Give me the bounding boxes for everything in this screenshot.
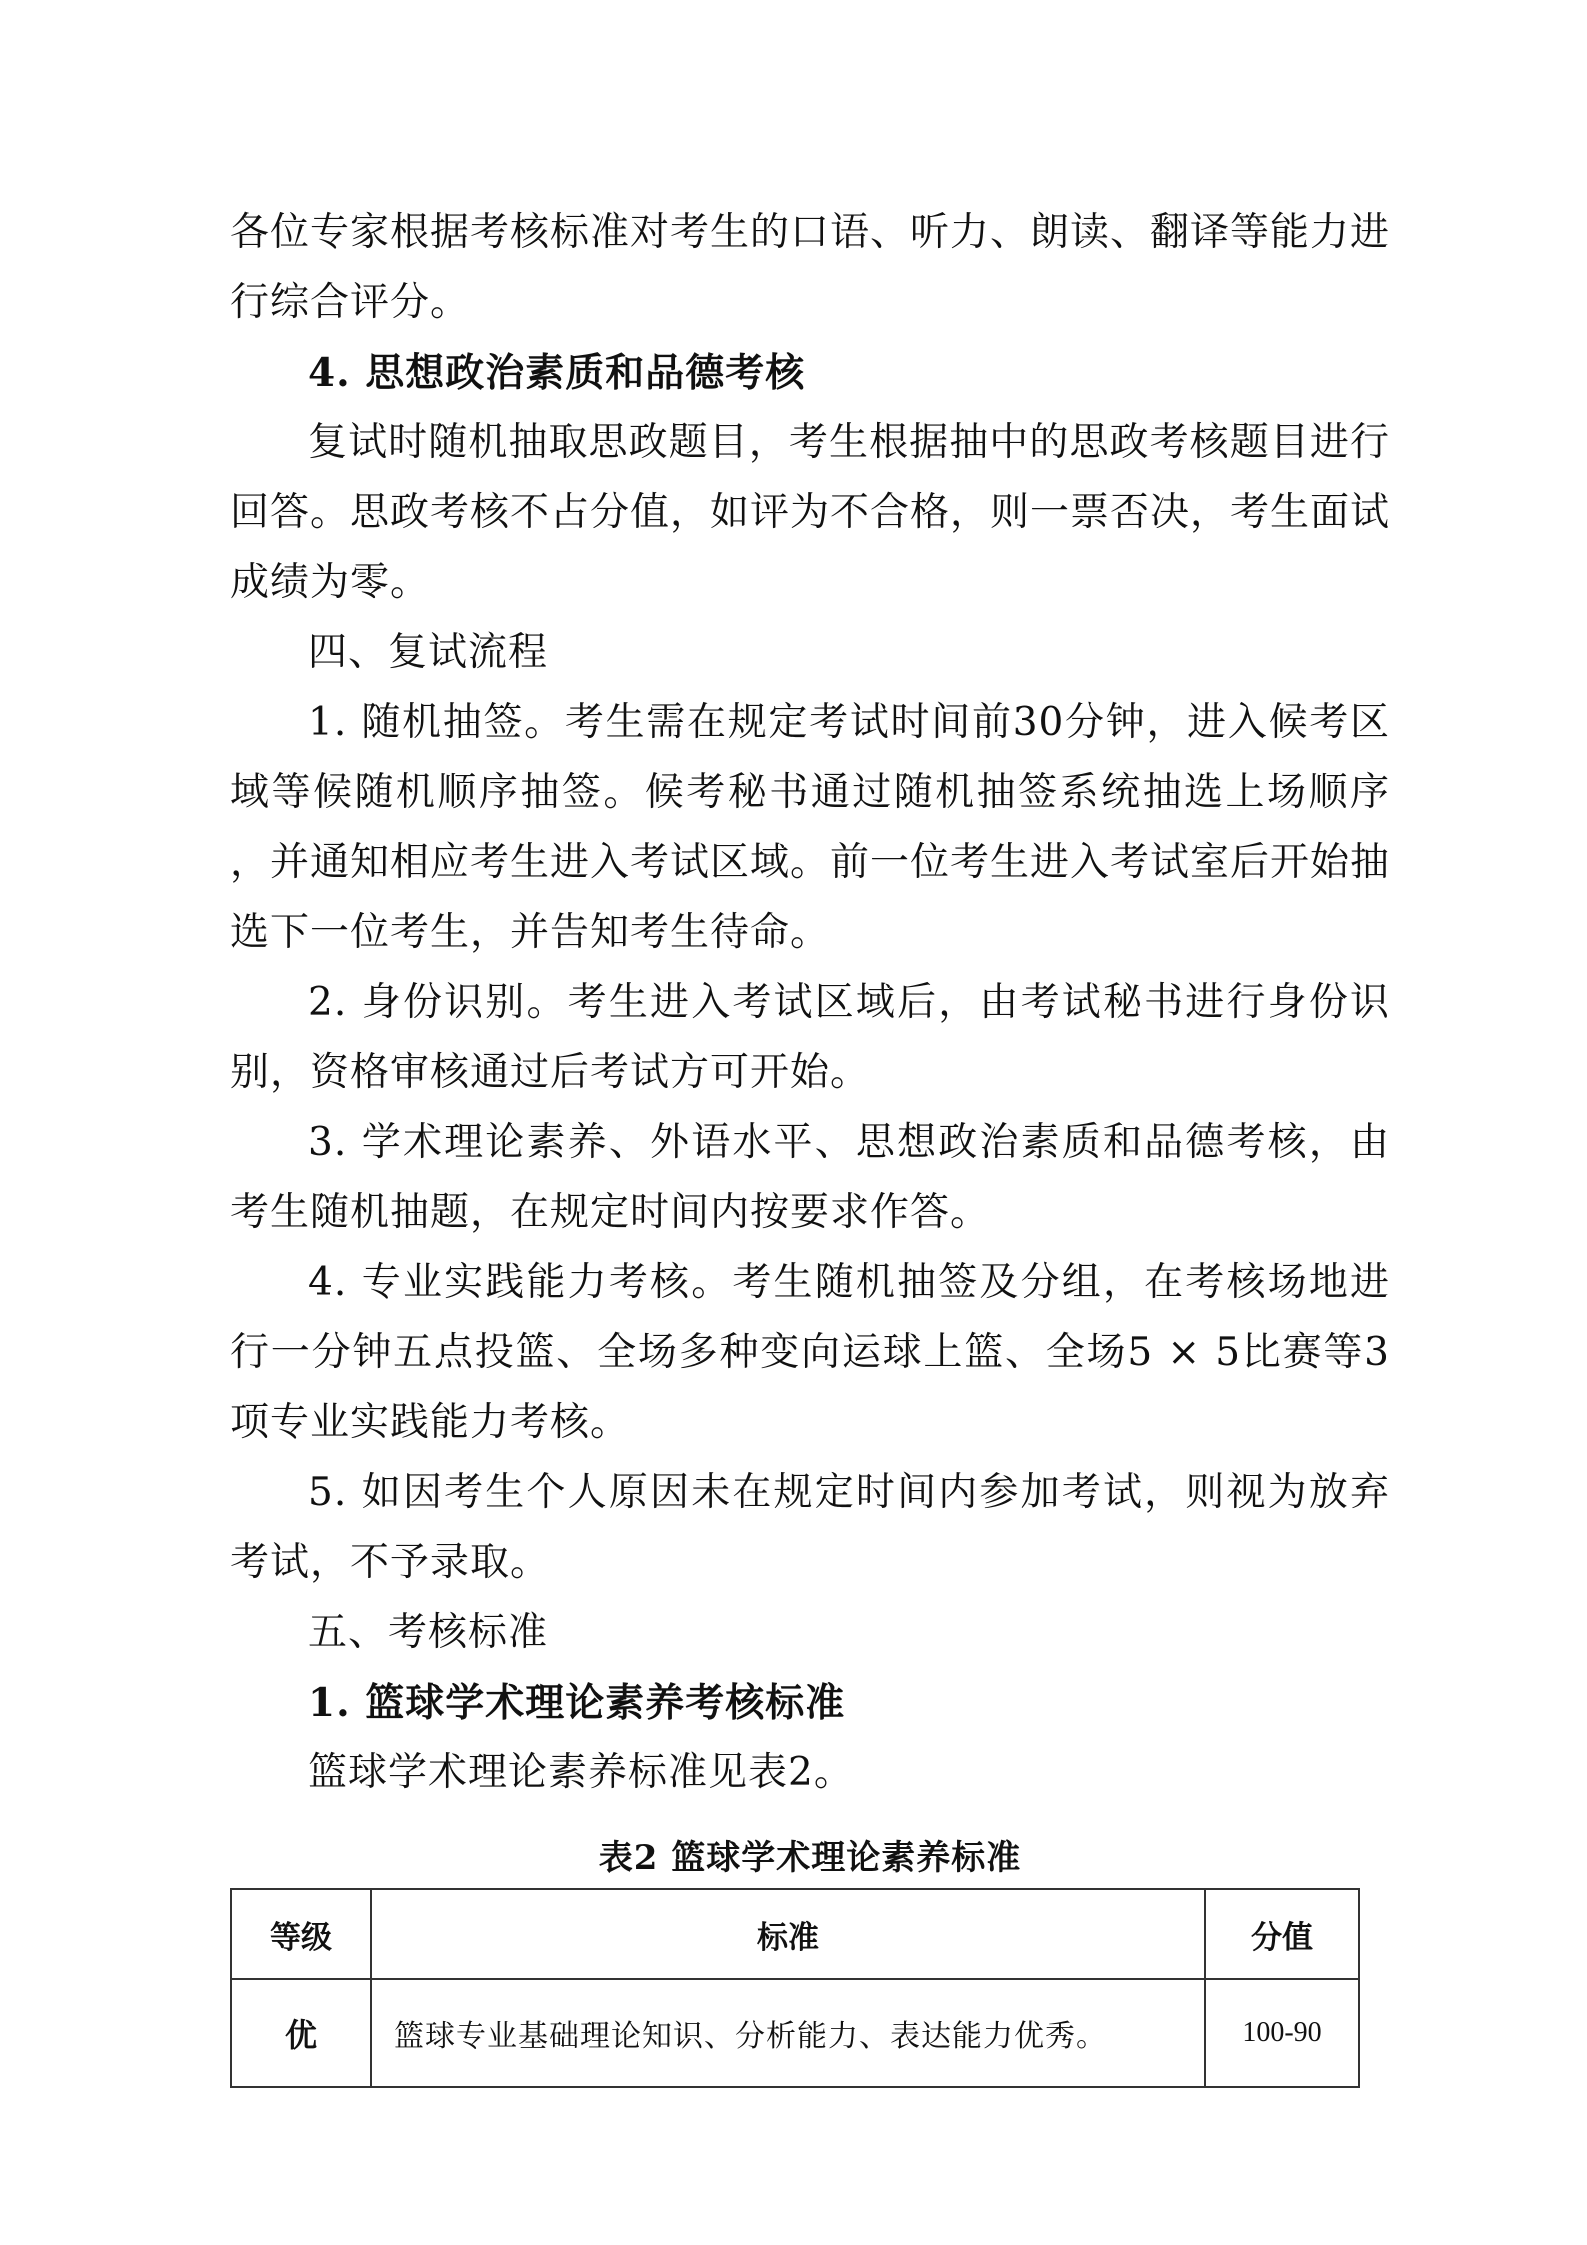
heading-ideological-assessment: 4. 思想政治素质和品德考核 <box>308 350 806 396</box>
table-row <box>231 1979 1359 2087</box>
heading-basketball-theory-standard: 1. 篮球学术理论素养考核标准 <box>308 1680 846 1726</box>
paragraph-random-questions: 3. 学术理论素养、外语水平、思想政治素质和品德考核，由考生随机抽题，在规定时间内按要求作答。 <box>230 1120 1390 1235</box>
table-header-row <box>231 1889 1359 1979</box>
cell-grade: 优 <box>231 1979 371 2087</box>
paragraph-see-table: 篮球学术理论素养标准见表2。 <box>308 1750 854 1795</box>
standards-table <box>230 1888 1360 2088</box>
table-caption: 表2 篮球学术理论素养标准 <box>598 1838 1022 1878</box>
header-score: 分值 <box>1205 1889 1359 1979</box>
document-body <box>230 198 1390 2088</box>
paragraph-absence-rule: 5. 如因考生个人原因未在规定时间内参加考试，则视为放弃考试，不予录取。 <box>230 1470 1390 1585</box>
header-grade: 等级 <box>231 1889 371 1979</box>
heading-retest-process: 四、复试流程 <box>308 630 549 675</box>
paragraph-foreign-language-scoring: 各位专家根据考核标准对考生的口语、听力、朗读、翻译等能力进行综合评分。 <box>230 210 1391 325</box>
paragraph-practical-assessment: 4. 专业实践能力考核。考生随机抽签及分组，在考核场地进行一分钟五点投篮、全场多种变向运球上篮、全场5 × 5比赛等3项专业实践能力考核。 <box>230 1260 1390 1445</box>
header-standard: 标准 <box>371 1889 1205 1979</box>
cell-score: 100-90 <box>1205 1979 1359 2087</box>
paragraph-identity-check: 2. 身份识别。考生进入考试区域后，由考试秘书进行身份识别，资格审核通过后考试方可开始。 <box>230 980 1390 1095</box>
heading-assessment-standards: 五、考核标准 <box>308 1610 549 1655</box>
paragraph-ideological-assessment: 复试时随机抽取思政题目，考生根据抽中的思政考核题目进行回答。思政考核不占分值，如评为不合格，则一票否决，考生面试成绩为零。 <box>230 420 1391 605</box>
paragraph-random-draw: 1. 随机抽签。考生需在规定考试时间前30分钟，进入候考区域等候随机顺序抽签。候考秘书通过随机抽签系统抽选上场顺序 ，并通知相应考生进入考试区域。前一位考生进入考试室后开始抽选下一位考生，并告知考生待命。 <box>230 700 1391 955</box>
cell-standard: 篮球专业基础理论知识、分析能力、表达能力优秀。 <box>371 1979 1205 2087</box>
